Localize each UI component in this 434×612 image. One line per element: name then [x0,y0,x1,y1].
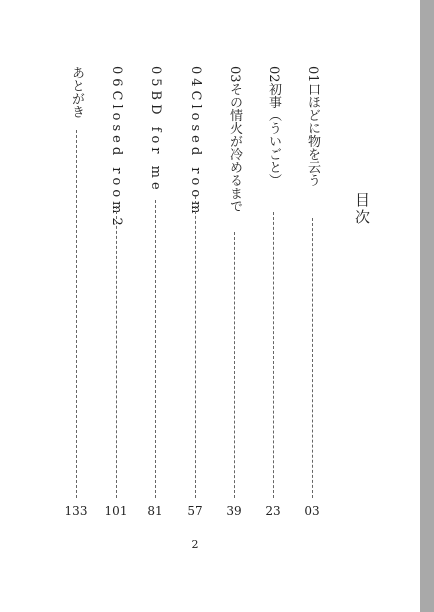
vertical-scrollbar[interactable] [420,0,434,612]
toc-entry-02-page[interactable]: 23 [265,504,281,518]
toc-entry-01-title[interactable]: 01口ほどに物を云う [305,66,320,187]
toc-entry-06-leader [116,206,117,498]
toc-entry-01-leader [312,218,313,498]
toc-entry-04-title[interactable]: 04Closed room [188,66,203,218]
toc-entry-afterword-page[interactable]: 133 [64,504,88,518]
toc-entry-04-leader [195,196,196,498]
toc-entry-03-page[interactable]: 39 [226,504,242,518]
toc-entry-05-title[interactable]: 05BD for me [148,66,163,194]
toc-entry-03-leader [234,232,235,498]
toc-title: 目次 [353,192,371,226]
toc-entry-05-page[interactable]: 81 [147,504,163,518]
page-number: 2 [191,538,199,551]
toc-entry-afterword-leader [76,130,77,498]
toc-entry-06-page[interactable]: 101 [104,504,128,518]
toc-entry-05-leader [155,200,156,498]
toc-entry-02-title[interactable]: 02初事（ういごと） [266,66,281,187]
toc-entry-04-page[interactable]: 57 [187,504,203,518]
toc-entry-03-title[interactable]: 03その情火が冷めるまで [227,66,242,213]
toc-entry-02-leader [273,212,274,498]
toc-entry-afterword-title[interactable]: あとがき [69,66,84,118]
toc-entry-01-page[interactable]: 03 [304,504,320,518]
toc-entry-06-title[interactable]: 06Closed room2 [109,66,124,230]
